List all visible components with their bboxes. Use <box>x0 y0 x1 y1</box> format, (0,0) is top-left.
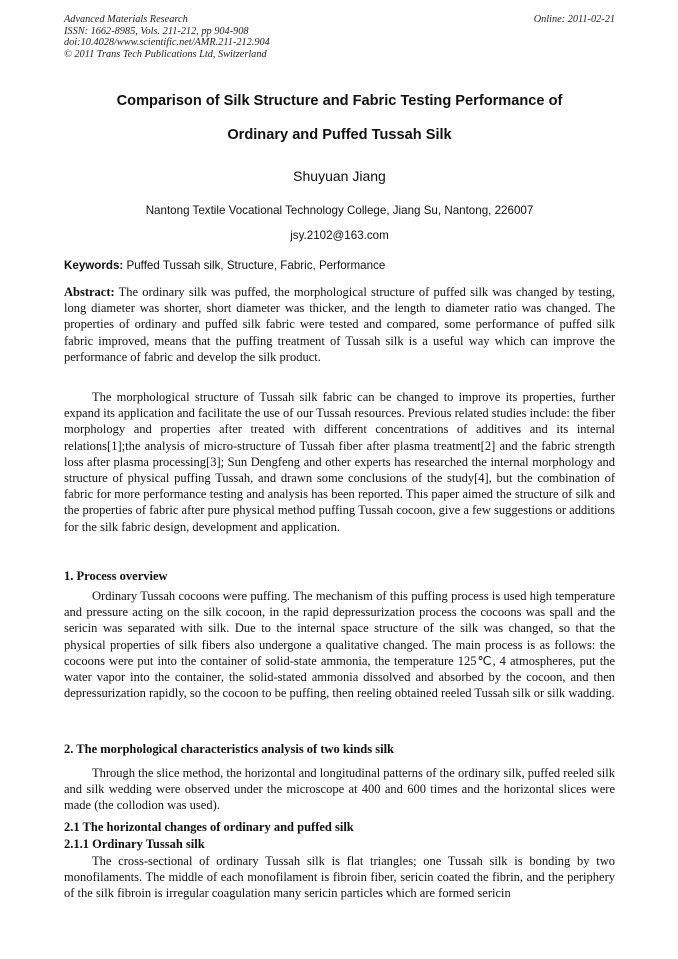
section-2-1-heading: 2.1 The horizontal changes of ordinary and puffed silk <box>64 820 354 834</box>
author-affiliation: Nantong Textile Vocational Technology College, Jiang Su, Nantong, 226007 <box>145 204 534 217</box>
issn-line: ISSN: 1662-8985, Vols. 211-212, pp 904-908 <box>64 25 249 37</box>
section-1-heading: 1. Process overview <box>64 569 168 583</box>
paper-title-line-1: Comparison of Silk Structure and Fabric Testing Performance of <box>116 93 563 109</box>
keywords <box>64 259 615 272</box>
author-name: Shuyuan Jiang <box>293 168 386 184</box>
journal-header <box>64 14 615 60</box>
journal-name: Advanced Materials Research <box>64 14 188 25</box>
keywords-text: Puffed Tussah silk, Structure, Fabric, Performance <box>123 259 386 272</box>
online-date: Online: 2011-02-21 <box>533 14 615 25</box>
copyright-line: © 2011 Trans Tech Publications Ltd, Switzerland <box>64 48 267 60</box>
section-2-1-1-paragraph: The cross-sectional of ordinary Tussah silk is flat triangles; one Tussah silk is bonding by two monofilaments. The middle of each monofilament is fibroin fiber, sericin coated the fibrin, and the periphery of the silk fibroin is irregular coagulation many sericin particles which are formed sericin <box>64 854 615 901</box>
introduction-paragraph: The morphological structure of Tussah silk fabric can be changed to improve its properties, further expand its application and facilitate the use of our Tussah resources. Previous related studies include: the fiber morphology and properties after treated with different concentrations of additives and its internal relations[1];the analysis of micro-structure of Tussah fiber after plasma treatment[2] and the fabric strength loss after plasma processing[3]; Sun Dengfeng and other experts has researched the internal morphology and structure of physical puffing Tussah, and drawn some conclusions of the study[4], but the combination of fabric for more performance testing and analysis has been reported. This paper aimed the structure of silk and the properties of fabric after pure physical method puffing Tussah cocoon, give a few suggestions or additions for the silk fabric design, development and application. <box>64 390 615 534</box>
author-email: jsy.2102@163.com <box>290 229 389 242</box>
abstract-text: The ordinary silk was puffed, the morphological structure of puffed silk was changed by testing, long diameter was shorter, short diameter was thicker, and the length to diameter ratio was changed. The properties of ordinary and puffed silk fabric were tested and compared, some performance of puffed silk fabric improved, means that the puffing treatment of Tussah silk is a useful way which can improve the performance of fabric and develop the silk product. <box>64 285 615 364</box>
section-1-paragraph: Ordinary Tussah cocoons were puffing. The mechanism of this puffing process is used high temperature and pressure acting on the silk cocoon, in the rapid depressurization process the cocoons was spall and the sericin was separated with silk. Due to the internal space structure of the silk was changed, so that the physical properties of silk fibers also undergone a qualitative changed. The main process is as follows: the cocoons were put into the container of solid-state ammonia, the temperature 125℃, 4 atmospheres, put the water vapor into the container, the solid-stated ammonia dissolved and absorbed by the cocoon, and then depressurization rapidly, so the cocoon to be puffing, then reeling obtained reeled Tussah silk or silk wadding. <box>64 589 615 701</box>
paper-title-line-2: Ordinary and Puffed Tussah Silk <box>227 127 452 143</box>
doi-line: doi:10.4028/www.scientific.net/AMR.211-212.904 <box>64 37 270 49</box>
section-2-paragraph: Through the slice method, the horizontal and longitudinal patterns of the ordinary silk, puffed reeled silk and silk wedding were observed under the microscope at 400 and 600 times and the horizontal slices were made (the collodion was used). <box>64 766 615 813</box>
abstract <box>64 284 615 365</box>
section-2-1-1-heading: 2.1.1 Ordinary Tussah silk <box>64 837 205 851</box>
abstract-label: Abstract: <box>64 285 115 299</box>
section-2-heading: 2. The morphological characteristics analysis of two kinds silk <box>64 742 394 756</box>
keywords-label: Keywords: <box>64 259 124 272</box>
